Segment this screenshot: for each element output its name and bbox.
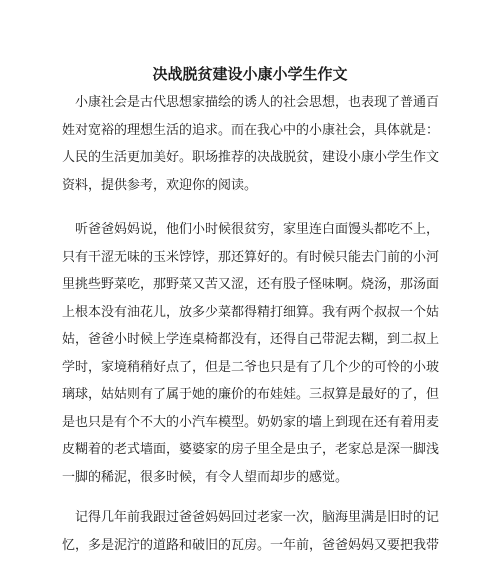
paragraph-line: 姓对宽裕的理想生活的追求。而在我心中的小康社会，具体就是： (62, 122, 440, 138)
paragraph-line: 听爸爸妈妈说，他们小时候很贫穷，家里连白面馒头都吃不上， (62, 222, 440, 237)
paragraph-line: 记得几年前我跟过爸爸妈妈回过老家一次，脑海里满是旧时的记 (62, 510, 440, 525)
paragraph-line: 璃球，姑姑则有了属于她的廉价的布娃娃。三叔算是最好的了，但 (62, 387, 440, 402)
paragraph-line: 人民的生活更加美好。职场推荐的决战脱贫，建设小康小学生作文 (62, 150, 440, 165)
intro-paragraph (62, 89, 442, 199)
body-paragraph-2 (62, 504, 442, 559)
paragraph-line: 上根本没有油花儿，放多少菜都得精打细算。我有两个叔叔一个姑 (62, 304, 440, 320)
paragraph-line: 是也只是有个不大的小汽车模型。奶奶家的墙上到现在还有着用麦 (62, 414, 440, 430)
body-paragraph-1 (62, 216, 442, 491)
paragraph-line: 只有干涩无味的玉米饽饽，那还算好的。有时候只能去门前的小河 (62, 249, 440, 265)
document-title: 决战脱贫建设小康小学生作文 (152, 65, 348, 83)
paragraph-line: 学时，家境稍稍好点了，但是二爷也只是有了几个少的可怜的小玻 (62, 359, 440, 375)
paragraph-line: 一脚的稀泥，很多时候，有令人望而却步的感觉。 (62, 469, 349, 485)
paragraph-line: 忆，多是泥泞的道路和破旧的瓦房。一年前，爸爸妈妈又要把我带 (62, 537, 440, 553)
paragraph-line: 里挑些野菜吃，那野菜又苦又涩，还有股子怪味啊。烧汤，那汤面 (62, 277, 440, 292)
paragraph-line: 资料，提供参考，欢迎你的阅读。 (62, 177, 258, 193)
paragraph-line: 皮糊着的老式墙面，婆婆家的房子里全是虫子，老家总是深一脚浅 (62, 442, 440, 457)
paragraph-line: 小康社会是古代思想家描绘的诱人的社会思想，也表现了普通百 (62, 95, 440, 110)
paragraph-line: 姑，爸爸小时候上学连桌椅都没有，还得自己带泥去糊，到二叔上 (62, 332, 440, 347)
